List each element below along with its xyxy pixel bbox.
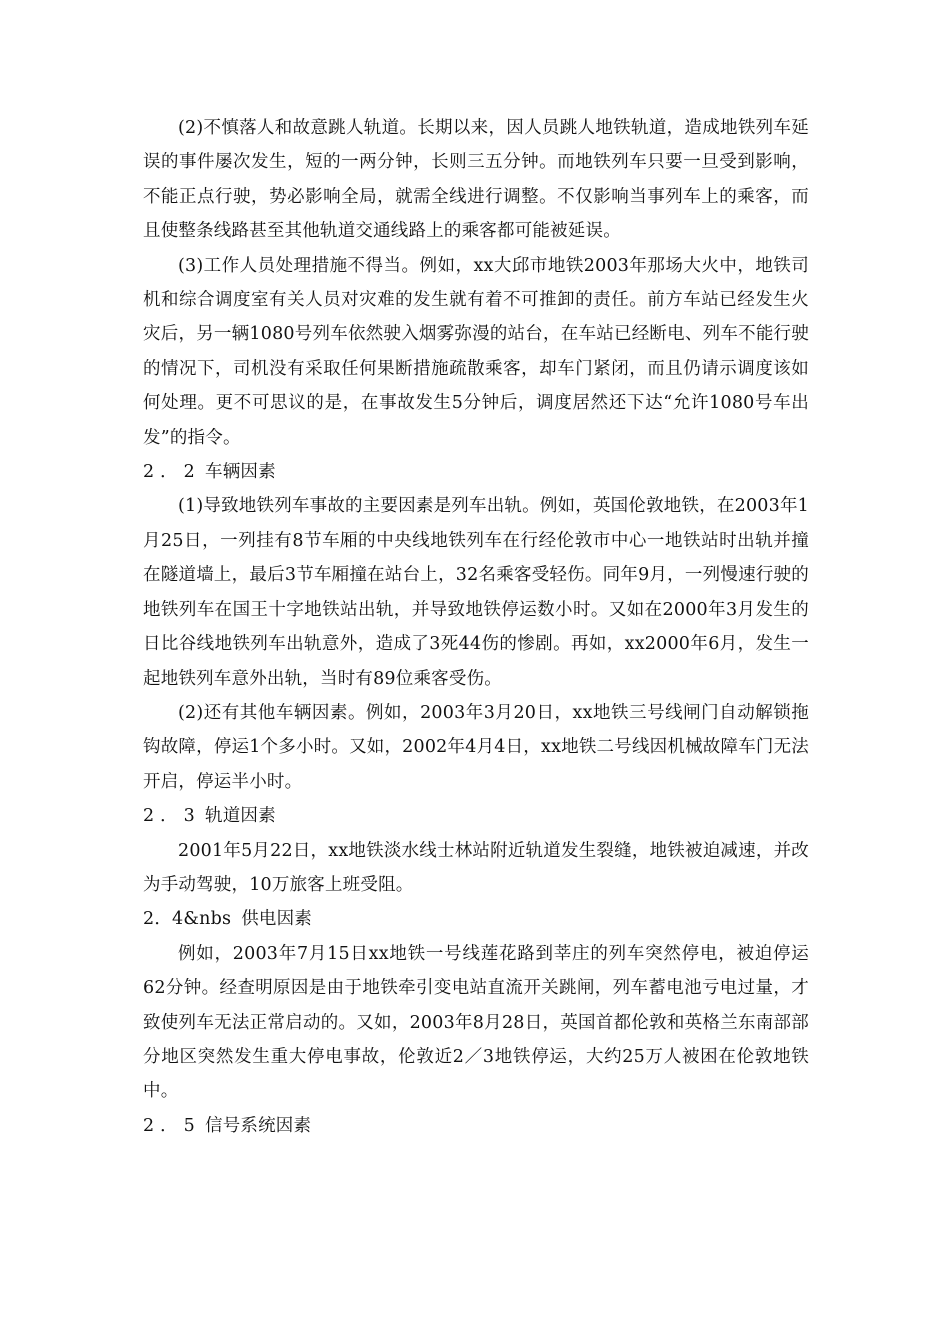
section-heading-track <box>143 799 809 833</box>
section-number: 2．3 <box>143 806 201 827</box>
section-number: 2．2 <box>143 462 201 483</box>
paragraph-derailment: (1)导致地铁列车事故的主要因素是列车出轨。例如，英国伦敦地铁，在2003年1月25日，一列挂有8节车厢的中央线地铁列车在行经伦敦市中心一地铁站时出轨并撞在隧道墙上，最后3节车厢撞在站台上，32名乘客受轻伤。同年9月，一列慢速行驶的地铁列车在国王十字地铁站出轨，并导致地铁停运数小时。又如在2000年3月发生的日比谷线地铁列车出轨意外，造成了3死44伤的惨剧。再如，xx2000年6月，发生一起地铁列车意外出轨，当时有89位乘客受伤。 <box>143 496 809 689</box>
section-title: 轨道因素 <box>205 806 276 827</box>
section-number: 2．5 <box>143 1115 201 1136</box>
paragraph-passenger-intrusion: (2)不慎落人和故意跳人轨道。长期以来，因人员跳人地铁轨道，造成地铁列车延误的事件屡次发生，短的一两分钟，长则三五分钟。而地铁列车只要一旦受到影响，不能正点行驶，势必影响全局，就需全线进行调整。不仅影响当事列车上的乘客，而且使整条线路甚至其他轨道交通线路上的乘客都可能被延误。 <box>143 118 809 242</box>
section-heading-power <box>143 902 809 936</box>
paragraph-track: 2001年5月22日，xx地铁淡水线士林站附近轨道发生裂缝，地铁被迫减速，并改为手动驾驶，10万旅客上班受阻。 <box>143 840 809 895</box>
paragraph-power: 例如，2003年7月15日xx地铁一号线莲花路到莘庄的列车突然停电，被迫停运62分钟。经查明原因是由于地铁牵引变电站直流开关跳闸，列车蓄电池亏电过量，才致使列车无法正常启动的。又如，2003年8月28日，英国首都伦敦和英格兰东南部部分地区突然发生重大停电事故，伦敦近2／3地铁停运，大约25万人被困在伦敦地铁中。 <box>143 943 809 1102</box>
section-title: 车辆因素 <box>205 462 276 483</box>
section-heading-vehicle <box>143 455 809 489</box>
paragraph-other-vehicle: (2)还有其他车辆因素。例如，2003年3月20日，xx地铁三号线闸门自动解锁拖钩故障，停运1个多小时。又如，2002年4月4日，xx地铁二号线因机械故障车门无法开启，停运半小时。 <box>143 702 809 792</box>
section-heading-signal <box>143 1109 809 1143</box>
section-title: 信号系统因素 <box>205 1115 312 1136</box>
section-number: 2．4&nbs <box>143 909 232 930</box>
document-page <box>143 111 809 1143</box>
section-title: 供电因素 <box>241 909 313 930</box>
paragraph-staff-handling: (3)工作人员处理措施不得当。例如，xx大邱市地铁2003年那场大火中，地铁司机和综合调度室有关人员对灾难的发生就有着不可推卸的责任。前方车站已经发生火灾后，另一辆1080号列车依然驶入烟雾弥漫的站台，在车站已经断电、列车不能行驶的情况下，司机没有采取任何果断措施疏散乘客，却车门紧闭，而且仍请示调度该如何处理。更不可思议的是，在事故发生5分钟后，调度居然还下达“允许1080号车出发”的指令。 <box>143 255 809 448</box>
